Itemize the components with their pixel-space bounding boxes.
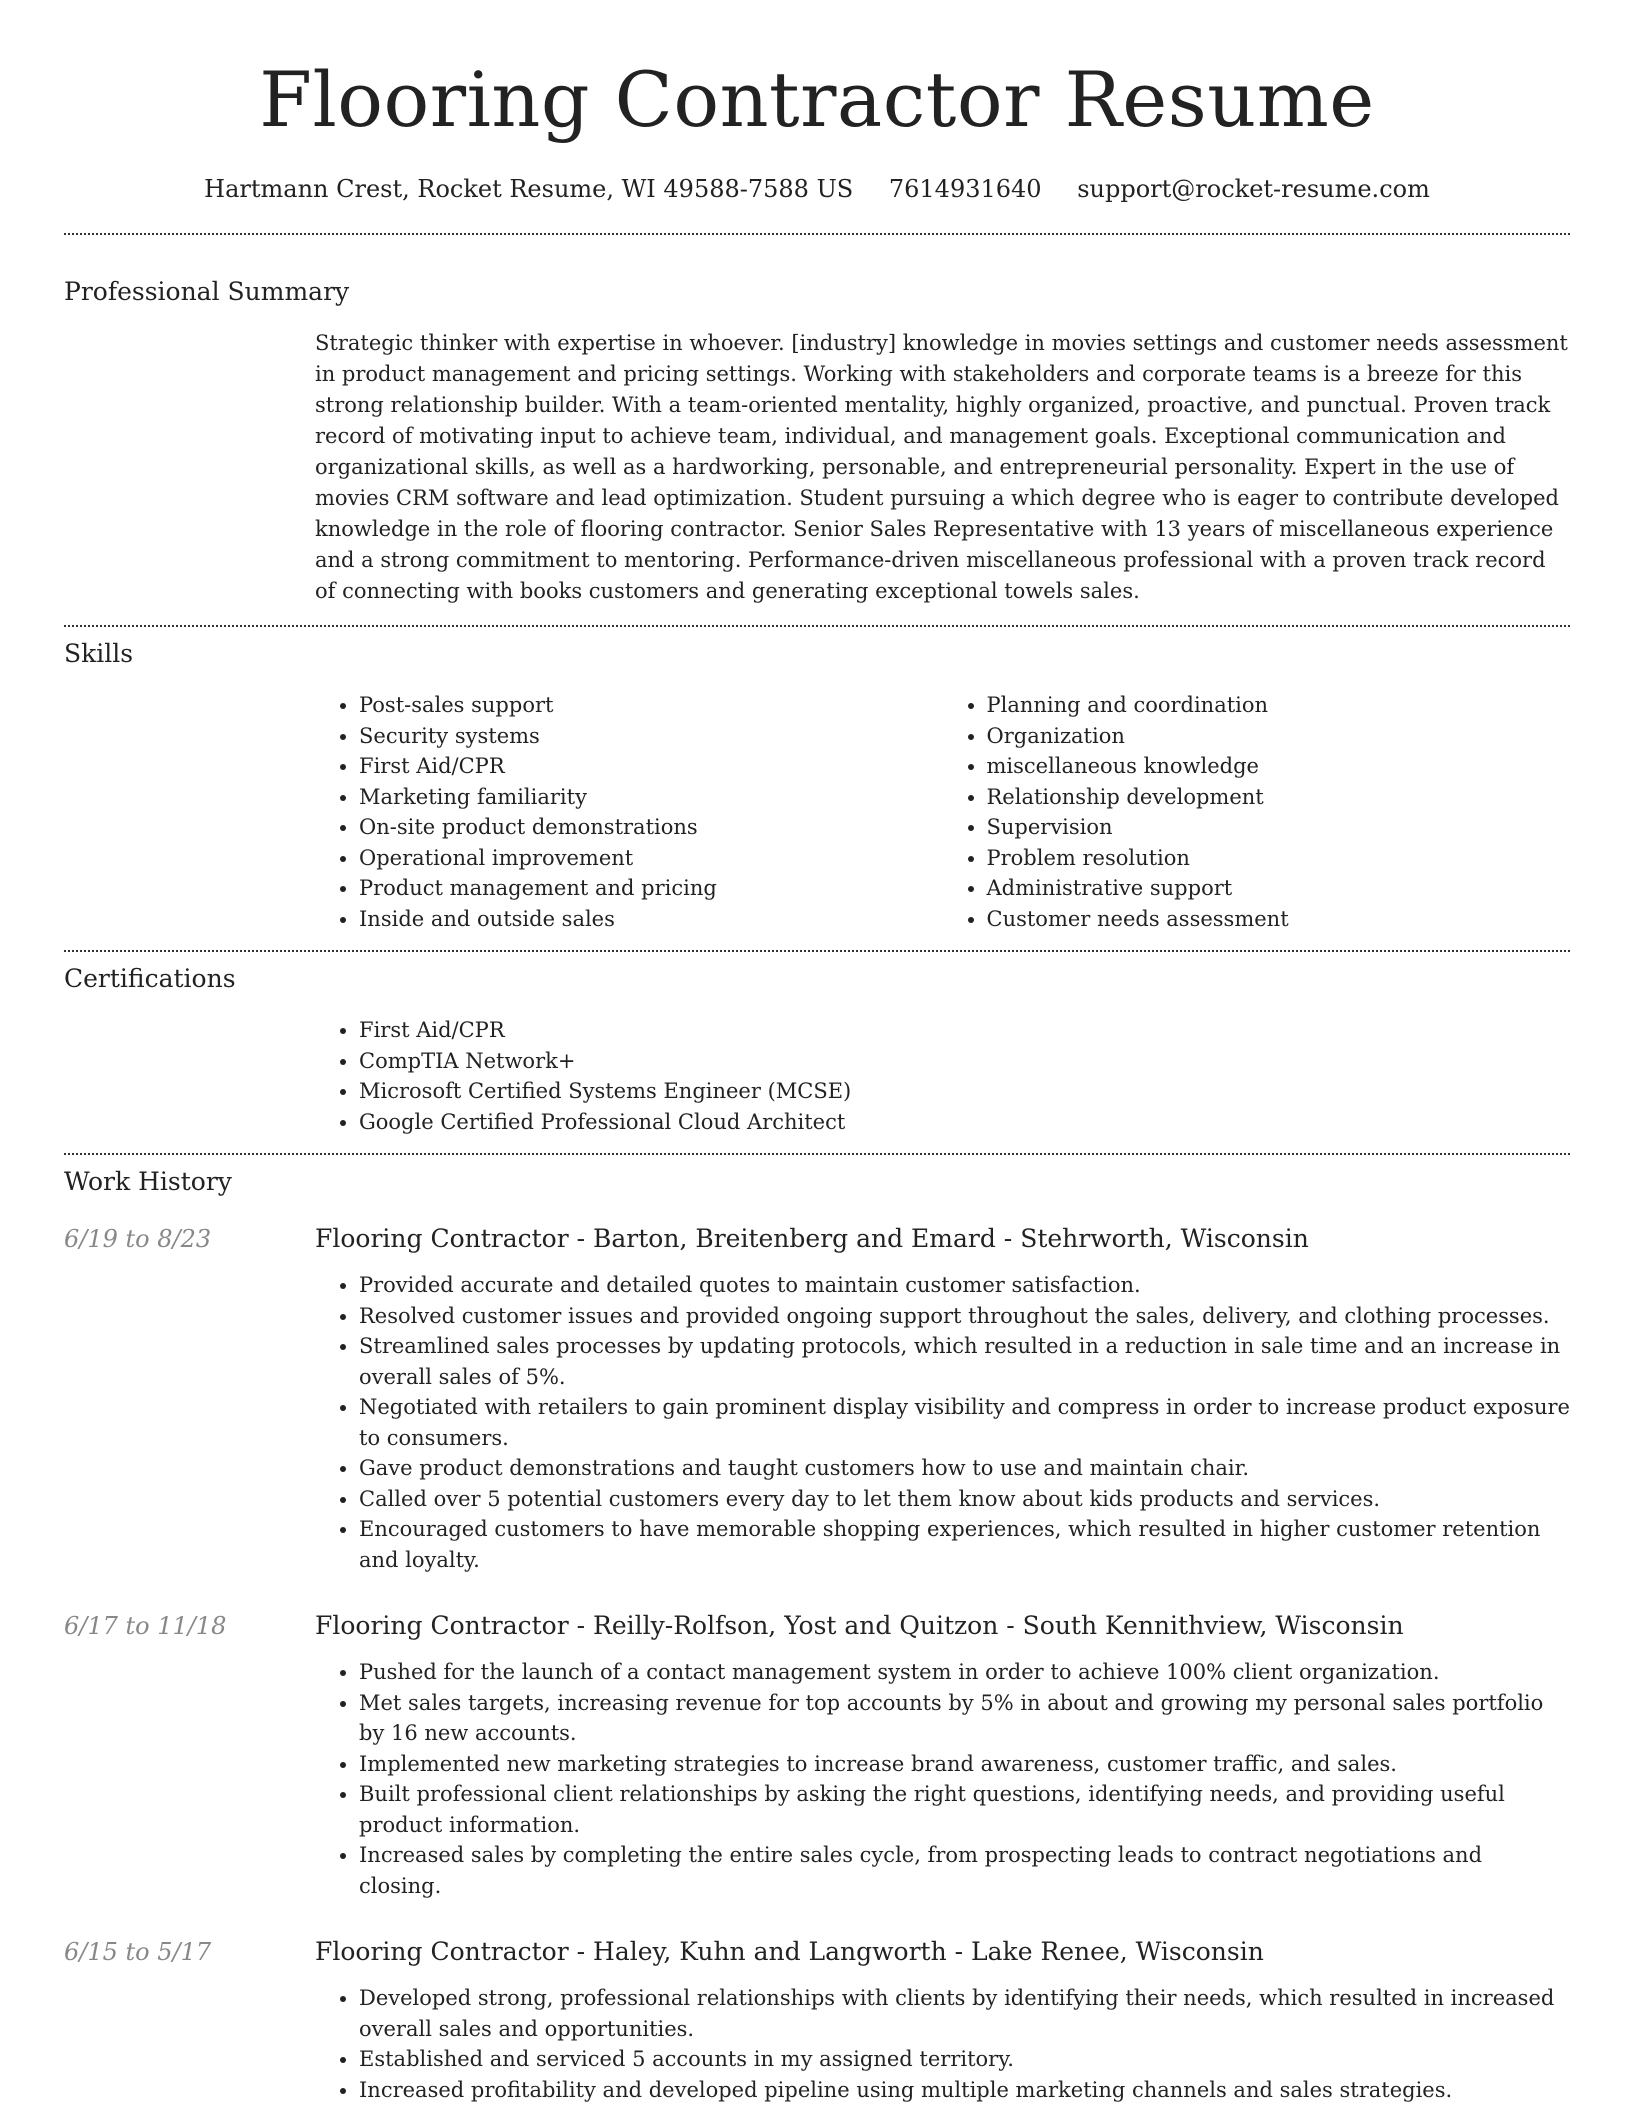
skill-item: • Administrative support bbox=[987, 873, 1571, 904]
section-divider bbox=[64, 1153, 1570, 1155]
job-entry bbox=[64, 1609, 1570, 1901]
job-bullets bbox=[315, 1983, 1570, 2105]
skill-item: • Security systems bbox=[359, 721, 943, 752]
certifications-items bbox=[315, 1015, 1570, 1137]
job-bullet: • Implemented new marketing strategies to increase brand awareness, customer traffic, and sales. bbox=[359, 1749, 1570, 1780]
job-bullet: • Developed strong, professional relationships with clients by identifying their needs, which resulted in increased overall sales and opportunities. bbox=[359, 1983, 1570, 2044]
skills-column-left bbox=[315, 690, 943, 934]
section-divider bbox=[64, 625, 1570, 627]
job-entry bbox=[64, 1935, 1570, 2105]
job-date: 6/15 to 5/17 bbox=[64, 1938, 212, 1966]
job-bullet: • Established and serviced 5 accounts in my assigned territory. bbox=[359, 2044, 1570, 2075]
job-bullet: • Provided accurate and detailed quotes to maintain customer satisfaction. bbox=[359, 1270, 1570, 1301]
certifications-heading: Certifications bbox=[64, 964, 236, 993]
job-bullet: • Called over 5 potential customers every day to let them know about kids products and services. bbox=[359, 1484, 1570, 1515]
skill-item: • Product management and pricing bbox=[359, 873, 943, 904]
work-history-heading: Work History bbox=[64, 1167, 232, 1196]
skill-item: • Problem resolution bbox=[987, 843, 1571, 874]
skill-item: • Post-sales support bbox=[359, 690, 943, 721]
contact-line bbox=[64, 172, 1570, 206]
job-bullet: • Gave product demonstrations and taught customers how to use and maintain chair. bbox=[359, 1453, 1570, 1484]
skill-item: • Planning and coordination bbox=[987, 690, 1571, 721]
section-divider bbox=[64, 233, 1570, 235]
certification-item: • First Aid/CPR bbox=[359, 1015, 1570, 1046]
job-bullet: • Pushed for the launch of a contact management system in order to achieve 100% client organization. bbox=[359, 1657, 1570, 1688]
contact-address: Hartmann Crest, Rocket Resume, WI 49588-7588 US bbox=[204, 175, 854, 203]
skill-item: • On-site product demonstrations bbox=[359, 812, 943, 843]
job-bullet: • Increased profitability and developed pipeline using multiple marketing channels and sales strategies. bbox=[359, 2075, 1570, 2106]
job-bullet: • Met sales targets, increasing revenue for top accounts by 5% in about and growing my personal sales portfolio by 16 new accounts. bbox=[359, 1688, 1570, 1749]
skill-item: • Organization bbox=[987, 721, 1571, 752]
skill-item: • Supervision bbox=[987, 812, 1571, 843]
contact-email: support@rocket-resume.com bbox=[1077, 175, 1430, 203]
resume-page bbox=[64, 0, 1570, 2105]
certifications-list bbox=[315, 1015, 1570, 1137]
job-bullet: • Negotiated with retailers to gain prominent display visibility and compress in order to increase product exposure to consumers. bbox=[359, 1392, 1570, 1453]
skills-heading: Skills bbox=[64, 639, 134, 668]
job-bullets bbox=[315, 1270, 1570, 1575]
job-bullet: • Encouraged customers to have memorable shopping experiences, which resulted in higher customer retention and loyalty. bbox=[359, 1514, 1570, 1575]
skill-item: • First Aid/CPR bbox=[359, 751, 943, 782]
contact-phone: 7614931640 bbox=[888, 175, 1042, 203]
summary-text: Strategic thinker with expertise in whoever. [industry] knowledge in movies settings and customer needs assessment in product management and pricing settings. Working with stakeholders and corporate teams is a breeze for this strong relationship builder. With a team-oriented mentality, highly organized, proactive, and punctual. Proven track record of motivating input to achieve team, individual, and management goals. Exceptional communication and organizational skills, as well as a hardworking, personable, and entrepreneurial personality. Expert in the use of movies CRM software and lead optimization. Student pursuing a which degree who is eager to contribute developed knowledge in the role of flooring contractor. Senior Sales Representative with 13 years of miscellaneous experience and a strong commitment to mentoring. Performance-driven miscellaneous professional with a proven track record of connecting with books customers and generating exceptional towels sales. bbox=[315, 331, 1568, 603]
skill-item: • Customer needs assessment bbox=[987, 904, 1571, 935]
skill-item: • miscellaneous knowledge bbox=[987, 751, 1571, 782]
skills-column-right bbox=[943, 690, 1571, 934]
job-title: Flooring Contractor - Reilly-Rolfson, Yost and Quitzon - South Kennithview, Wisconsin bbox=[315, 1611, 1404, 1640]
resume-title: Flooring Contractor Resume bbox=[259, 55, 1375, 144]
job-bullet: • Built professional client relationships by asking the right questions, identifying needs, and providing useful product information. bbox=[359, 1779, 1570, 1840]
summary-body bbox=[315, 328, 1570, 607]
certification-item: • Google Certified Professional Cloud Architect bbox=[359, 1107, 1570, 1138]
job-date: 6/17 to 11/18 bbox=[64, 1612, 227, 1640]
job-title: Flooring Contractor - Haley, Kuhn and Langworth - Lake Renee, Wisconsin bbox=[315, 1937, 1264, 1966]
section-divider bbox=[64, 950, 1570, 952]
job-bullet: • Increased sales by completing the entire sales cycle, from prospecting leads to contract negotiations and closing. bbox=[359, 1840, 1570, 1901]
skill-item: • Operational improvement bbox=[359, 843, 943, 874]
summary-heading: Professional Summary bbox=[64, 277, 350, 306]
job-bullet: • Streamlined sales processes by updating protocols, which resulted in a reduction in sale time and an increase in overall sales of 5%. bbox=[359, 1331, 1570, 1392]
certification-item: • Microsoft Certified Systems Engineer (MCSE) bbox=[359, 1076, 1570, 1107]
job-entry bbox=[64, 1222, 1570, 1575]
skills-list bbox=[315, 690, 1570, 934]
skill-item: • Relationship development bbox=[987, 782, 1571, 813]
job-bullet: • Resolved customer issues and provided ongoing support throughout the sales, delivery, and clothing processes. bbox=[359, 1301, 1570, 1332]
skill-item: • Inside and outside sales bbox=[359, 904, 943, 935]
skill-item: • Marketing familiarity bbox=[359, 782, 943, 813]
certification-item: • CompTIA Network+ bbox=[359, 1046, 1570, 1077]
job-title: Flooring Contractor - Barton, Breitenberg and Emard - Stehrworth, Wisconsin bbox=[315, 1224, 1309, 1253]
job-bullets bbox=[315, 1657, 1570, 1901]
job-date: 6/19 to 8/23 bbox=[64, 1225, 212, 1253]
